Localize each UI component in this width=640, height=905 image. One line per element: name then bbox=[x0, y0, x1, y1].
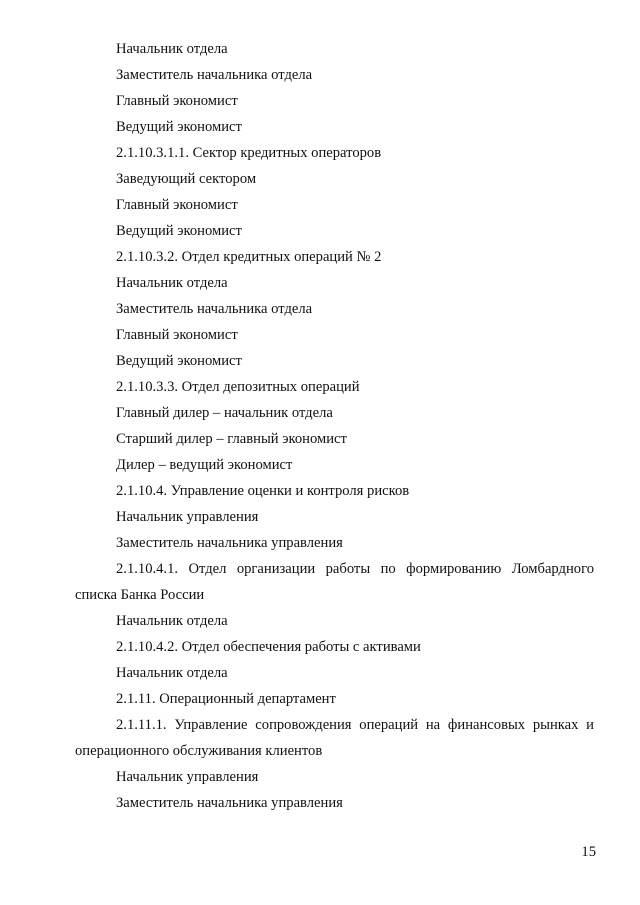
text-line: Заведующий сектором bbox=[116, 171, 257, 187]
text-line: Начальник отдела bbox=[116, 613, 228, 629]
text-line: Заместитель начальника отдела bbox=[116, 301, 313, 317]
section-heading: 2.1.10.4. Управление оценки и контроля рисков bbox=[116, 483, 410, 499]
section-heading: 2.1.11. Операционный департамент bbox=[116, 691, 336, 707]
document-body bbox=[75, 36, 594, 816]
text-line: Начальник отдела bbox=[116, 275, 228, 291]
text-line: Ведущий экономист bbox=[116, 353, 242, 369]
text-line: Главный экономист bbox=[116, 327, 238, 343]
text-line: Начальник отдела bbox=[116, 41, 228, 57]
text-line: Заместитель начальника отдела bbox=[116, 67, 313, 83]
text-line: Главный экономист bbox=[116, 93, 238, 109]
section-heading: 2.1.10.3.1.1. Сектор кредитных операторов bbox=[116, 145, 382, 161]
text-line: Главный экономист bbox=[116, 197, 238, 213]
text-line: Заместитель начальника управления bbox=[116, 795, 343, 811]
page-number: 15 bbox=[581, 844, 596, 860]
section-heading: 2.1.10.3.3. Отдел депозитных операций bbox=[116, 379, 360, 395]
text-line: Начальник отдела bbox=[116, 665, 228, 681]
section-heading: 2.1.10.4.1. Отдел организации работы по формированию Ломбардного bbox=[116, 561, 594, 577]
text-line: Начальник управления bbox=[116, 509, 259, 525]
section-heading: 2.1.10.3.2. Отдел кредитных операций № 2 bbox=[116, 249, 382, 265]
section-heading: 2.1.11.1. Управление сопровождения операций на финансовых рынках и bbox=[116, 717, 594, 733]
text-line: Дилер – ведущий экономист bbox=[116, 457, 293, 473]
text-line: Главный дилер – начальник отдела bbox=[116, 405, 333, 421]
text-line: Начальник управления bbox=[116, 769, 259, 785]
text-line: Старший дилер – главный экономист bbox=[116, 431, 347, 447]
section-heading: 2.1.10.4.2. Отдел обеспечения работы с активами bbox=[116, 639, 421, 655]
section-heading-continuation: операционного обслуживания клиентов bbox=[75, 743, 323, 759]
text-line: Ведущий экономист bbox=[116, 119, 242, 135]
text-line: Заместитель начальника управления bbox=[116, 535, 343, 551]
text-line: Ведущий экономист bbox=[116, 223, 242, 239]
section-heading-continuation: списка Банка России bbox=[75, 587, 205, 603]
